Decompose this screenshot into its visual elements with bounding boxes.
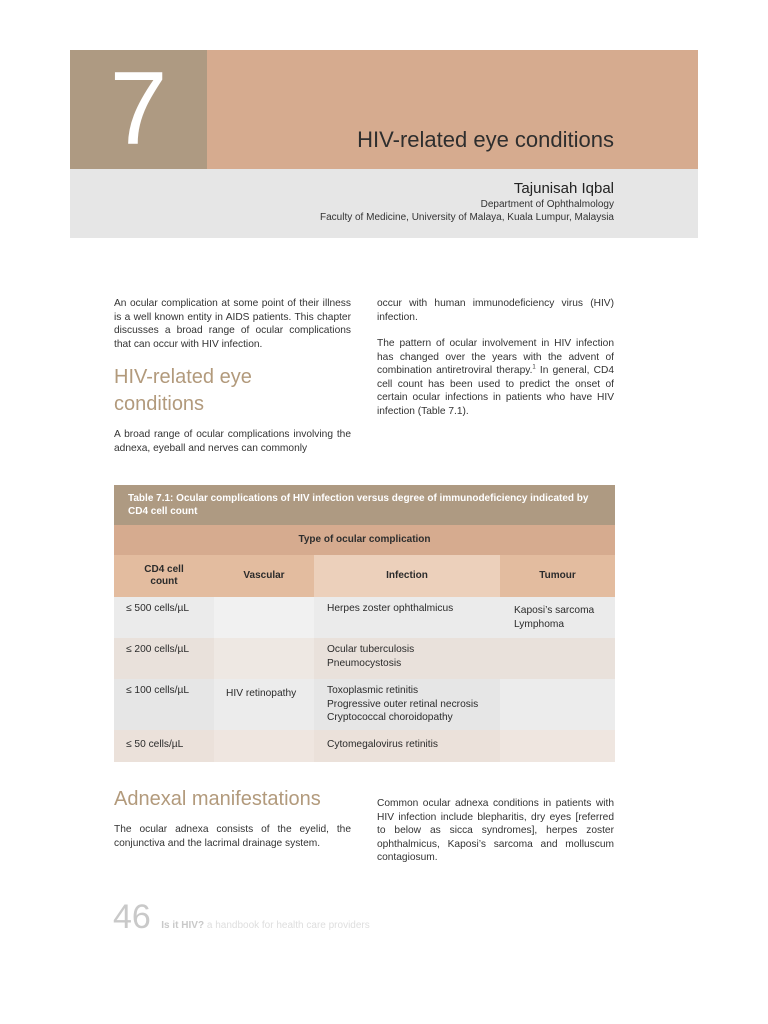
cell-tumour: Kaposi’s sarcoma Lymphoma [500,597,615,638]
chapter-title: HIV-related eye conditions [357,127,614,152]
table-row [114,597,615,638]
author-department: Department of Ophthalmology [480,199,614,210]
table-caption: Table 7.1: Ocular complications of HIV infection versus degree of immunodeficiency indicated by CD4 cell count [114,485,615,525]
cell-tumour [500,679,615,730]
table-7-1 [114,485,615,762]
cell-infection: Cytomegalovirus retinitis [314,730,500,762]
pattern-paragraph [377,337,614,418]
right-column-intro [377,297,614,431]
continued-paragraph: occur with human immunodeficiency virus (HIV) infection. [377,298,614,323]
book-subtitle: a handbook for health care providers [204,920,370,931]
adnexal-paragraph-right: Common ocular adnexa conditions in patients with HIV infection include blepharitis, dry eyes [referred to below as sicca syndromes], herpes zoster ophthalmicus, Kaposi’s sarcoma and molluscum contagiosum. [377,798,614,863]
header-tumour: Tumour [500,555,615,597]
page-footer [113,898,370,938]
book-title: Is it HIV? [161,920,205,931]
section-heading-eye-conditions: HIV-related eye conditions [114,366,252,415]
cell-cd4: ≤ 100 cells/µL [114,679,214,730]
author-name: Tajunisah Iqbal [513,180,614,197]
cell-tumour [500,730,615,762]
cell-cd4: ≤ 200 cells/µL [114,638,214,679]
cell-vascular [214,597,314,638]
author-faculty: Faculty of Medicine, University of Malaya, Kuala Lumpur, Malaysia [319,212,614,223]
cell-vascular [214,638,314,679]
header-vascular: Vascular [214,555,314,597]
cell-cd4: ≤ 50 cells/µL [114,730,214,762]
cell-vascular: HIV retinopathy [214,679,314,730]
eye-conditions-paragraph: A broad range of ocular complications involving the adnexa, eyeball and nerves can commonly [114,429,351,454]
chapter-header [70,50,698,238]
chapter-number: 7 [70,50,207,169]
table-header-row [114,555,615,597]
section-heading-adnexal: Adnexal manifestations [114,788,321,810]
pattern-text-b: In general, CD4 cell count has been used to predict the onset of certain ocular infections in patients who have HIV infection (Table 7.1). [377,365,614,417]
table-row [114,730,615,762]
header-infection: Infection [314,555,500,597]
reference-marker: 1 [532,364,536,371]
right-column-adnexal [377,797,614,878]
cell-vascular [214,730,314,762]
intro-paragraph: An ocular complication at some point of their illness is a well known entity in AIDS patients. This chapter discusses a broad range of ocular complications that can occur with HIV infection. [114,298,351,350]
cell-infection: Toxoplasmic retinitis Progressive outer retinal necrosis Cryptococcal choroidopathy [314,679,500,730]
cell-tumour [500,638,615,679]
cell-infection: Herpes zoster ophthalmicus [314,597,500,638]
table-row [114,638,615,679]
cell-infection: Ocular tuberculosis Pneumocystosis [314,638,500,679]
author-band [70,169,698,238]
chapter-title-band [207,50,698,169]
header-cd4: CD4 cell count [114,555,214,597]
adnexal-paragraph-left: The ocular adnexa consists of the eyelid, the conjunctiva and the lacrimal drainage system. [114,824,351,849]
page-number: 46 [113,898,151,936]
left-column-intro [114,297,351,468]
table-type-header: Type of ocular complication [114,525,615,555]
cell-cd4: ≤ 500 cells/µL [114,597,214,638]
left-column-adnexal [114,786,351,863]
table-row [114,679,615,730]
pattern-text-a: The pattern of ocular involvement in HIV infection has changed over the years with the advent of combination antiretroviral therapy. [377,338,614,376]
